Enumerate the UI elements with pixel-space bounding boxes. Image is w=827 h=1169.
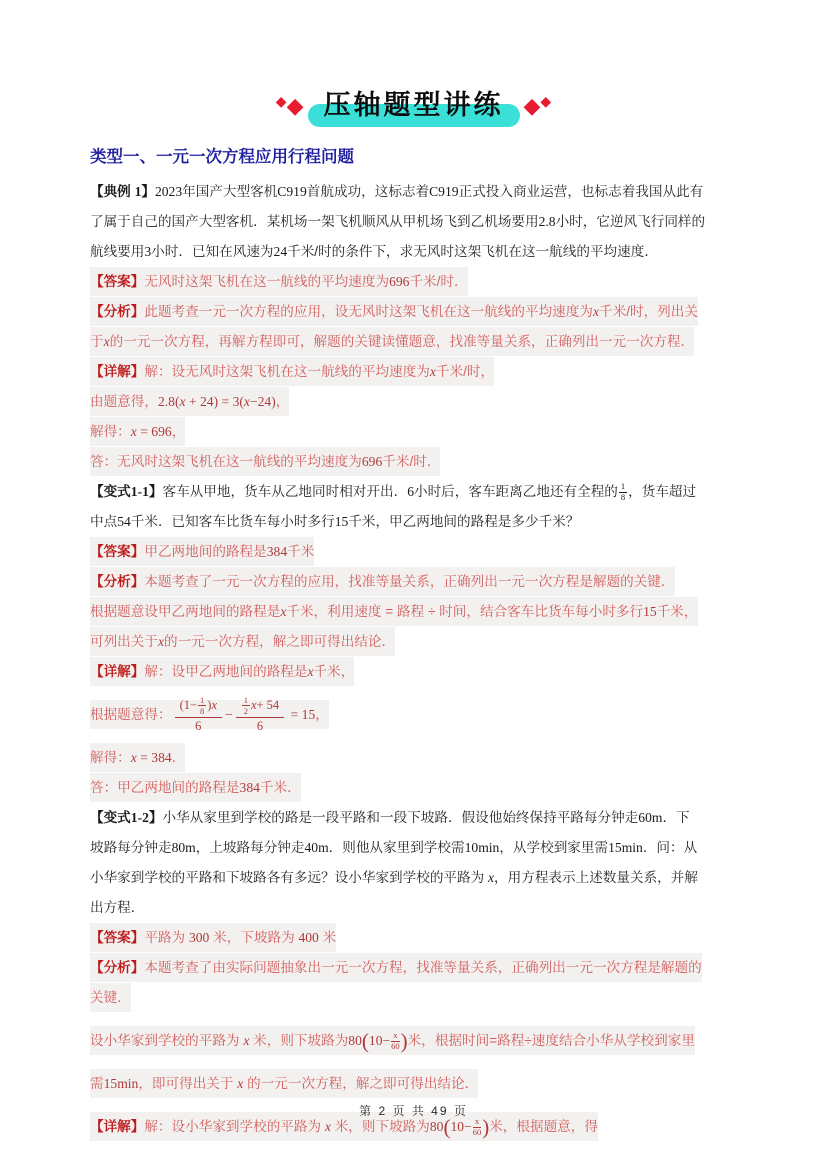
- text-run: ，上坡路每分钟走: [195, 840, 305, 856]
- text-run: 【答案】: [90, 544, 145, 560]
- text-run: x: [130, 750, 137, 766]
- text-run: 答：无风时这架飞机在这一航线的平均速度为: [90, 454, 362, 470]
- text-run: 【典例: [90, 184, 135, 200]
- text-run: 80: [429, 1119, 444, 1135]
- text-run: 【详解】: [90, 664, 145, 680]
- text-run: 根据题意设甲乙两地间的路程是: [90, 604, 281, 620]
- text-run: 于: [90, 334, 104, 350]
- variant-1-1-solution: [90, 537, 737, 803]
- variant-1-2-problem: [90, 803, 737, 923]
- text-line: [90, 743, 737, 773]
- text-run: 80m: [171, 840, 196, 856]
- variant-1-1-problem: [90, 477, 737, 537]
- text-run: x: [243, 394, 250, 410]
- text-run: 小时，它逆风飞行同样的: [555, 214, 706, 230]
- stacked-fraction: $\frac{x}{60}$: [391, 1030, 400, 1052]
- text-run: 千米/时，: [435, 364, 495, 380]
- text-run: 关键．: [90, 990, 131, 1006]
- text-run: 答：甲乙两地间的路程是: [90, 780, 240, 796]
- text-run: 【分析】: [90, 960, 145, 976]
- text-run: 千米/时，列出关: [599, 304, 698, 320]
- diamond-icon: ◆: [523, 92, 541, 118]
- text-run: 】: [148, 484, 163, 500]
- text-run: (1−: [179, 698, 198, 713]
- text-run: 6: [195, 719, 202, 734]
- text-run: + 54: [256, 698, 280, 713]
- text-run: 【详解】: [90, 1119, 145, 1135]
- text-line: [90, 803, 737, 833]
- text-run: 1: [134, 184, 142, 200]
- text-line: [90, 687, 737, 743]
- diamond-icon: ◆: [275, 92, 287, 109]
- text-run: ，即可得出关于: [138, 1076, 238, 1092]
- text-run: 2023: [154, 184, 183, 200]
- text-run: 3: [144, 244, 152, 260]
- text-line: [90, 893, 737, 923]
- text-run: 2.8(: [157, 394, 180, 410]
- big-fraction: [236, 696, 285, 735]
- text-run: ．下: [662, 810, 690, 826]
- text-run: = 696: [136, 424, 172, 440]
- text-line: [90, 297, 737, 327]
- section-heading: 类型一、一元一次方程应用行程问题: [90, 147, 354, 167]
- text-line: [90, 237, 737, 267]
- text-run: 年国产大型客机: [182, 184, 278, 200]
- text-line: [90, 1069, 737, 1099]
- text-run: ，货车超过: [628, 484, 697, 500]
- text-run: = 384: [136, 750, 172, 766]
- text-run: 米: [318, 930, 337, 946]
- text-run: 【变式: [90, 810, 131, 826]
- text-line: [90, 923, 737, 953]
- text-run: 【详解】: [90, 364, 145, 380]
- big-fraction: [175, 696, 222, 735]
- text-run: 15min: [608, 840, 643, 856]
- text-run: 可列出关于: [90, 634, 158, 650]
- text-run: 千米/时．: [382, 454, 441, 470]
- text-run: 10−: [368, 1033, 391, 1049]
- text-run: 【答案】: [90, 274, 145, 290]
- text-run: 千米/时的条件下，求无风时这架飞机在这一航线的平均速度．: [287, 244, 658, 260]
- text-line: [90, 477, 737, 507]
- text-line: [90, 657, 737, 687]
- text-run: 】: [148, 810, 163, 826]
- text-run: 千米，: [656, 604, 698, 620]
- text-line: [90, 177, 737, 207]
- text-run: 千米，甲乙两地间的路程是多少千米？: [348, 514, 580, 530]
- text-run: ．: [171, 750, 186, 766]
- text-run: + 24) = 3(: [185, 394, 244, 410]
- text-run: 千米．已知客车比货车每小时多行: [130, 514, 335, 530]
- page-header: [90, 88, 737, 123]
- text-run: x: [488, 870, 495, 886]
- stacked-fraction: 1 2: [243, 695, 248, 716]
- text-run: 的一元一次方程，解之即可得出结论．: [243, 1076, 479, 1092]
- text-run: 了属于自己的国产大型客机．某机场一架飞机顺风从甲机场飞到乙机场要用: [90, 214, 539, 230]
- text-run: x: [307, 664, 314, 680]
- text-run: 小时．已知在风速为: [151, 244, 274, 260]
- text-run: 千米，利用速度 = 路程 ÷ 时间，结合客车比货车每小时多行: [286, 604, 644, 620]
- text-line: [90, 1013, 737, 1069]
- text-run: 小华家到学校的平路和下坡路各有多远？设小华家到学校的平路为: [90, 870, 488, 886]
- text-run: 米，则下坡路为: [249, 1033, 349, 1049]
- text-line: [90, 833, 737, 863]
- text-line: [90, 327, 737, 357]
- text-run: 千米: [287, 544, 315, 560]
- text-run: 无风时这架飞机在这一航线的平均速度为: [144, 274, 390, 290]
- text-run: ): [400, 1029, 408, 1054]
- text-run: ，用方程表示上述数量关系，并解: [494, 870, 698, 886]
- text-run: 米，则下坡路为: [330, 1119, 430, 1135]
- text-run: 由题意得，: [90, 394, 158, 410]
- text-run: ): [482, 1115, 490, 1140]
- text-run: x: [179, 394, 186, 410]
- text-run: 设小华家到学校的平路为: [90, 1033, 244, 1049]
- text-run: ，从学校到家里需: [499, 840, 609, 856]
- text-run: 需: [90, 1076, 104, 1092]
- text-run: x: [237, 1076, 244, 1092]
- diamond-icons-left: [275, 92, 304, 118]
- example-1-problem: [90, 177, 737, 267]
- text-run: 15min: [103, 1076, 139, 1092]
- text-run: 此题考查一元一次方程的应用，设无风时这架飞机在这一航线的平均速度为: [144, 304, 593, 320]
- text-line: [90, 537, 737, 567]
- text-run: = 15: [287, 707, 316, 723]
- text-run: x: [250, 698, 257, 713]
- text-run: 6: [407, 484, 414, 500]
- variant-1-2-solution: [90, 923, 737, 1155]
- text-run: 米，下坡路为: [209, 930, 299, 946]
- text-run: 【分析】: [90, 304, 145, 320]
- text-run: 【变式: [90, 484, 131, 500]
- text-run: 平路为: [144, 930, 189, 946]
- diamond-icon: ◆: [540, 92, 552, 109]
- diamond-icons-right: [523, 92, 552, 118]
- document-body: [90, 177, 737, 1155]
- text-run: ，: [315, 707, 329, 723]
- text-run: 根据题意得：: [90, 707, 172, 723]
- text-run: 解得：: [90, 750, 131, 766]
- stacked-fraction: $\frac{1}{8}$: [200, 695, 205, 716]
- text-run: C919: [277, 184, 307, 200]
- text-run: ．问：从: [642, 840, 698, 856]
- text-run: 15: [334, 514, 349, 530]
- text-line: [90, 507, 737, 537]
- text-line: [90, 387, 737, 417]
- text-run: 60m: [638, 810, 663, 826]
- text-run: 千米/时．: [409, 274, 468, 290]
- text-line: [90, 207, 737, 237]
- text-run: 米，根据题意，得: [489, 1119, 598, 1135]
- text-run: 客车从甲地，货车从乙地同时相对开出．: [162, 484, 408, 500]
- text-line: [90, 567, 737, 597]
- stacked-fraction: $\frac{x}{60}$: [472, 1116, 482, 1138]
- text-run: −: [225, 707, 233, 723]
- text-line: [90, 983, 737, 1013]
- text-run: 的一元一次方程，解之即可得出结论．: [164, 634, 396, 650]
- text-run: 甲乙两地间的路程是: [144, 544, 267, 560]
- text-line: [90, 267, 737, 297]
- text-run: 384: [266, 544, 288, 560]
- text-run: 1-1: [130, 484, 149, 500]
- text-run: ): [207, 698, 212, 713]
- text-run: x: [157, 634, 165, 650]
- text-run: x: [211, 698, 218, 713]
- text-run: −24): [249, 394, 276, 410]
- text-run: 千米，: [313, 664, 355, 680]
- text-line: [90, 447, 737, 477]
- text-line: [90, 417, 737, 447]
- text-line: [90, 597, 737, 627]
- text-run: 384: [239, 780, 260, 796]
- text-run: 中点: [90, 514, 118, 530]
- text-run: 10min: [464, 840, 500, 856]
- text-run: 解：设甲乙两地间的路程是: [144, 664, 308, 680]
- text-line: [90, 627, 737, 657]
- text-run: 6: [256, 719, 264, 734]
- text-run: x: [243, 1033, 250, 1049]
- text-run: 坡路每分钟走: [90, 840, 172, 856]
- text-run: 80: [348, 1033, 362, 1049]
- text-run: 解：设无风时这架飞机在这一航线的平均速度为: [144, 364, 430, 380]
- text-run: x: [103, 334, 110, 350]
- text-line: [90, 863, 737, 893]
- diamond-icon: ◆: [286, 92, 304, 118]
- text-run: 15: [643, 604, 657, 620]
- example-1-solution: [90, 267, 737, 477]
- text-run: x: [130, 424, 137, 440]
- text-run: ．则他从家里到学校需: [328, 840, 465, 856]
- text-run: 【分析】: [90, 574, 145, 590]
- text-run: ，: [171, 424, 186, 440]
- text-run: 航线要用: [90, 244, 145, 260]
- text-run: 300: [188, 930, 210, 946]
- text-run: 2.8: [538, 214, 556, 230]
- text-run: 】: [141, 184, 155, 200]
- text-run: C919: [429, 184, 459, 200]
- text-run: 米，根据时间=路程÷速度结合小华从学校到家里: [407, 1033, 695, 1049]
- stacked-fraction: $\frac{1}{8}$: [620, 481, 626, 503]
- text-run: 正式投入商业运营，也标志着我国从此有: [458, 184, 704, 200]
- text-run: 1-2: [130, 810, 149, 826]
- text-run: (: [361, 1029, 369, 1054]
- text-run: 小华从家里到学校的路是一段平路和一段下坡路．假设他始终保持平路每分钟走: [162, 810, 639, 826]
- text-run: 696: [389, 274, 410, 290]
- text-run: 10−: [450, 1119, 472, 1135]
- text-run: 696: [361, 454, 383, 470]
- text-run: 出方程．: [90, 900, 145, 916]
- text-run: 24: [273, 244, 288, 260]
- text-run: 本题考查了由实际问题抽象出一元一次方程，找准等量关系，正确列出一元一次方程是解题的: [144, 960, 702, 976]
- text-run: (: [443, 1115, 451, 1140]
- text-run: x: [280, 604, 287, 620]
- page-number-footer: 第 2 页 共 49 页: [359, 1104, 468, 1118]
- page-title: 压轴题型讲练: [318, 88, 510, 123]
- text-run: 本题考查了一元一次方程的应用，找准等量关系，正确列出一元一次方程是解题的关键．: [144, 574, 675, 590]
- text-line: [90, 953, 737, 983]
- text-run: 首航成功，这标志着: [306, 184, 430, 200]
- text-run: 54: [117, 514, 131, 530]
- text-run: x: [324, 1119, 331, 1135]
- text-run: x: [429, 364, 436, 380]
- text-run: 40m: [304, 840, 329, 856]
- text-run: 解得：: [90, 424, 131, 440]
- text-run: 的一元一次方程，再解方程即可，解题的关键读懂题意，找准等量关系，正确列出一元一次方程．: [109, 334, 695, 350]
- text-run: x: [592, 304, 600, 320]
- text-line: [90, 357, 737, 387]
- text-run: 解：设小华家到学校的平路为: [144, 1119, 325, 1135]
- text-line: [90, 773, 737, 803]
- text-run: 400: [298, 930, 319, 946]
- text-run: 千米．: [259, 780, 301, 796]
- text-run: 小时后，客车距离乙地还有全程的: [413, 484, 618, 500]
- text-run: ，: [275, 394, 290, 410]
- text-run: 【答案】: [90, 930, 145, 946]
